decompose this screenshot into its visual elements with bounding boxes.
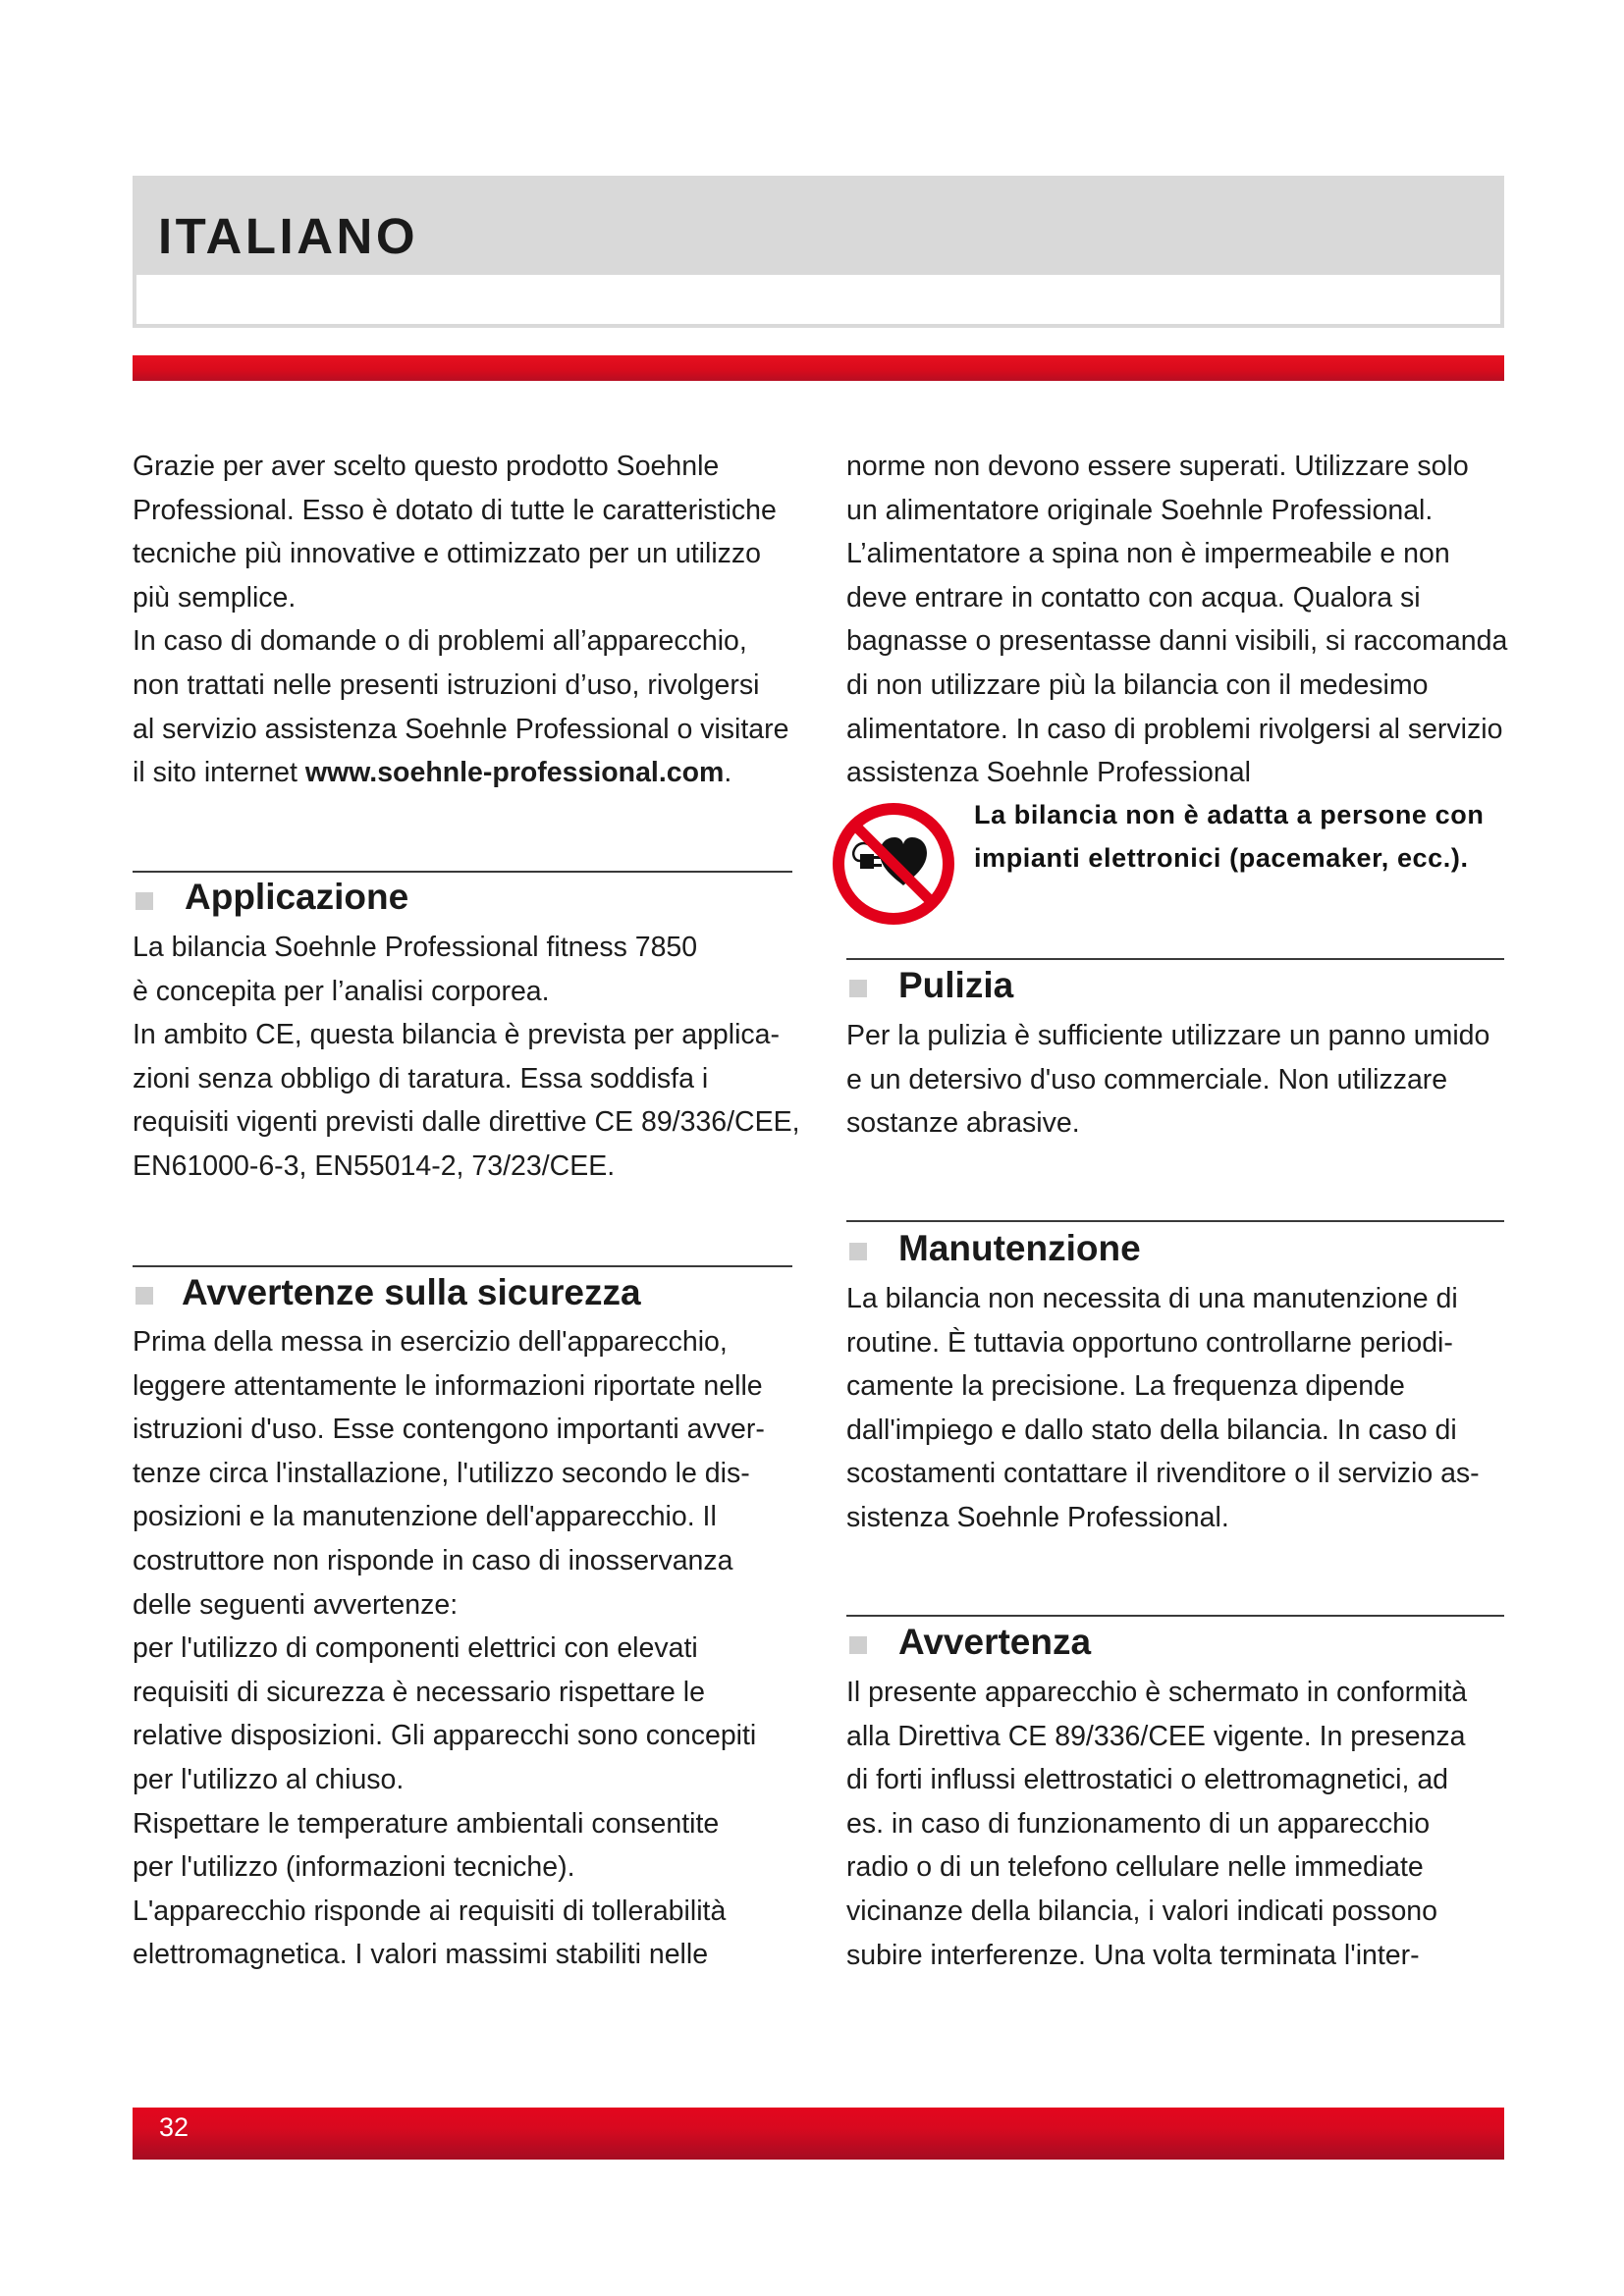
text-line: e un detersivo d'uso commerciale. Non utilizzare xyxy=(846,1063,1448,1095)
section-divider xyxy=(846,1615,1504,1617)
text-line: dall'impiego e dallo stato della bilancia. In caso di xyxy=(846,1414,1457,1446)
text-line: requisiti vigenti previsti dalle direttive CE 89/336/CEE, xyxy=(133,1106,800,1139)
text-line: al servizio assistenza Soehnle Professional o visitare xyxy=(133,713,789,745)
section-bullet-icon xyxy=(135,1287,153,1305)
text-line: La bilancia non necessita di una manutenzione di xyxy=(846,1283,1458,1314)
text-line: Rispettare le temperature ambientali consentite xyxy=(133,1807,720,1840)
section-title-pulizia: Pulizia xyxy=(898,965,1014,1005)
text-line: requisiti di sicurezza è necessario rispettare le xyxy=(133,1676,705,1708)
text-line: non trattati nelle presenti istruzioni d’uso, rivolgersi xyxy=(133,668,760,701)
text-line: costruttore non risponde in caso di inosservanza xyxy=(133,1544,733,1576)
text-line: di non utilizzare più la bilancia con il medesimo xyxy=(846,668,1429,701)
section-title-sicurezza: Avvertenze sulla sicurezza xyxy=(182,1272,641,1312)
website-link: www.soehnle-professional.com xyxy=(304,757,725,789)
text-line: tenze circa l'installazione, l'utilizzo secondo le dis- xyxy=(133,1457,750,1489)
pulizia-paragraph xyxy=(846,1014,1489,1146)
text-line: alimentatore. In caso di problemi rivolgersi al servizio xyxy=(846,713,1503,745)
continuation-paragraph xyxy=(846,445,1507,795)
text-line: scostamenti contattare il rivenditore o il servizio as- xyxy=(846,1458,1480,1490)
text-line: In ambito CE, questa bilancia è prevista per applica- xyxy=(133,1019,781,1051)
text-line: relative disposizioni. Gli apparecchi sono concepiti xyxy=(133,1720,757,1752)
text-line: tecniche più innovative e ottimizzato per un utilizzo xyxy=(133,538,762,570)
avvertenza-paragraph xyxy=(846,1671,1467,1977)
text-line: Grazie per aver scelto questo prodotto Soehnle xyxy=(133,451,720,482)
section-divider xyxy=(846,958,1504,960)
text-line: Per la pulizia è sufficiente utilizzare un panno umido xyxy=(846,1020,1490,1051)
text-fragment: . xyxy=(724,757,732,789)
text-line: EN61000-6-3, EN55014-2, 73/23/CEE. xyxy=(133,1149,616,1182)
section-title-applicazione: Applicazione xyxy=(185,877,409,917)
text-line: subire interferenze. Una volta terminata l'inter- xyxy=(846,1939,1420,1971)
applicazione-paragraph xyxy=(133,926,800,1189)
text-line: zioni senza obbligo di taratura. Essa soddisfa i xyxy=(133,1062,709,1095)
manutenzione-paragraph xyxy=(846,1277,1480,1540)
section-bullet-icon xyxy=(849,980,867,997)
text-line: per l'utilizzo di componenti elettrici con elevati xyxy=(133,1632,698,1665)
text-line: impianti elettronici (pacemaker, ecc.). xyxy=(974,843,1469,873)
text-line: posizioni e la manutenzione dell'apparecchio. Il xyxy=(133,1501,717,1533)
text-line: Prima della messa in esercizio dell'apparecchio, xyxy=(133,1326,728,1358)
text-line: è concepita per l’analisi corporea. xyxy=(133,975,550,1007)
section-divider xyxy=(133,1265,792,1267)
text-line: radio o di un telefono cellulare nelle immediate xyxy=(846,1851,1424,1884)
page-number: 32 xyxy=(159,2112,189,2142)
text-line: per l'utilizzo (informazioni tecniche). xyxy=(133,1851,575,1884)
section-divider xyxy=(846,1220,1504,1222)
text-line: un alimentatore originale Soehnle Professional. xyxy=(846,494,1434,526)
text-line: delle seguenti avvertenze: xyxy=(133,1588,459,1621)
text-line: più semplice. xyxy=(133,581,297,614)
text-line: di forti influssi elettrostatici o elettromagnetici, ad xyxy=(846,1764,1449,1796)
header-inner-box xyxy=(136,275,1500,324)
text-line: camente la precisione. La frequenza dipende xyxy=(846,1370,1405,1403)
sicurezza-paragraph xyxy=(133,1320,765,1977)
pacemaker-warning xyxy=(974,793,1484,880)
text-line: leggere attentamente le informazioni riportate nelle xyxy=(133,1369,763,1402)
text-line: Il presente apparecchio è schermato in conformità xyxy=(846,1677,1468,1708)
text-line: La bilancia Soehnle Professional fitness 7850 xyxy=(133,932,698,963)
language-header xyxy=(133,176,1504,328)
page-title: ITALIANO xyxy=(158,208,419,264)
text-line: assistenza Soehnle Professional xyxy=(846,757,1251,789)
text-line: istruzioni d'uso. Esse contengono importanti avver- xyxy=(133,1414,765,1446)
header-red-bar xyxy=(133,355,1504,381)
text-line: In caso di domande o di problemi all’apparecchio, xyxy=(133,625,747,658)
section-divider xyxy=(133,871,792,873)
text-line: routine. È tuttavia opportuno controllarne periodi- xyxy=(846,1326,1453,1359)
text-line: es. in caso di funzionamento di un apparecchio xyxy=(846,1807,1431,1840)
text-line: per l'utilizzo al chiuso. xyxy=(133,1763,405,1795)
text-line: bagnasse o presentasse danni visibili, si raccomanda xyxy=(846,625,1508,658)
text-line: vicinanze della bilancia, i valori indicati possono xyxy=(846,1895,1438,1927)
text-line: sistenza Soehnle Professional. xyxy=(846,1501,1229,1533)
text-line: elettromagnetica. I valori massimi stabiliti nelle xyxy=(133,1939,709,1971)
text-fragment: il sito internet xyxy=(133,757,305,789)
text-line: alla Direttiva CE 89/336/CEE vigente. In presenza xyxy=(846,1720,1466,1752)
section-bullet-icon xyxy=(849,1636,867,1654)
text-line: L’alimentatore a spina non è impermeabile e non xyxy=(846,538,1450,570)
text-line xyxy=(133,751,789,795)
footer-red-bar xyxy=(133,2108,1504,2160)
no-pacemaker-icon xyxy=(831,801,956,927)
section-bullet-icon xyxy=(135,892,153,910)
section-title-avvertenza: Avvertenza xyxy=(898,1622,1092,1662)
text-line: norme non devono essere superati. Utilizzare solo xyxy=(846,451,1469,482)
section-title-manutenzione: Manutenzione xyxy=(898,1228,1141,1268)
text-line: L'apparecchio risponde ai requisiti di tollerabilità xyxy=(133,1895,727,1927)
text-line: Professional. Esso è dotato di tutte le caratteristiche xyxy=(133,494,777,526)
intro-paragraph xyxy=(133,445,789,795)
text-line: La bilancia non è adatta a persone con xyxy=(974,800,1485,829)
text-line: sostanze abrasive. xyxy=(846,1107,1080,1140)
section-bullet-icon xyxy=(849,1243,867,1260)
text-line: deve entrare in contatto con acqua. Qualora si xyxy=(846,581,1421,614)
